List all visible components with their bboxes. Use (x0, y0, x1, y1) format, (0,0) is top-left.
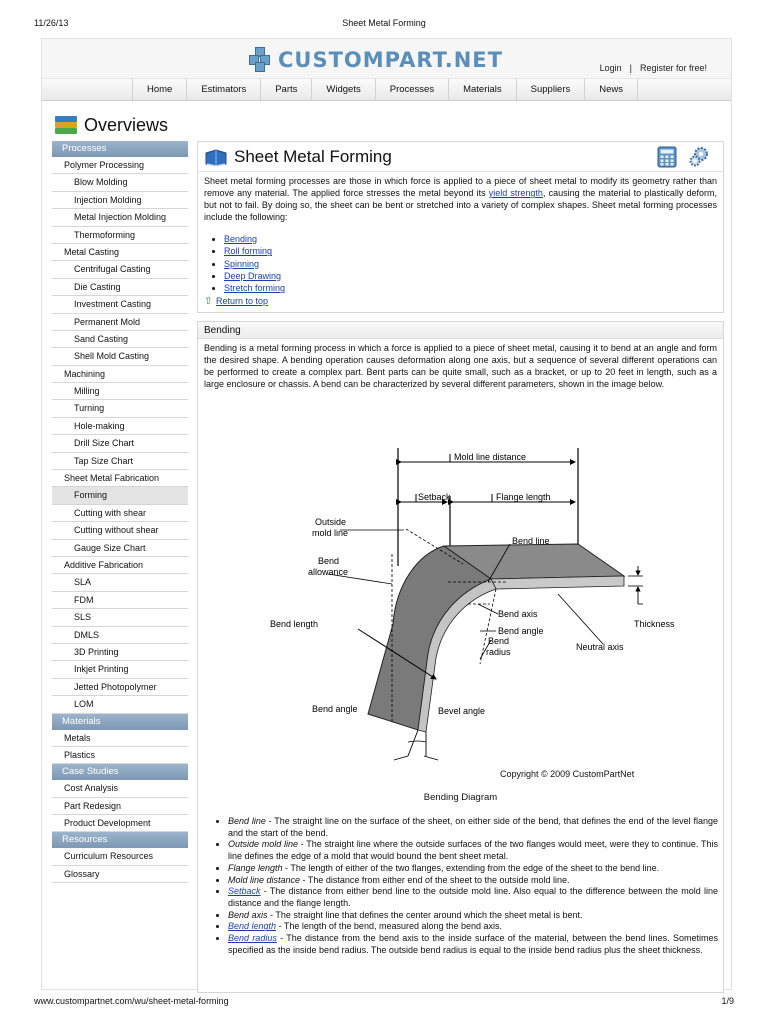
print-page-number: 1/9 (721, 996, 734, 1006)
definition-text: - The distance from the bend axis to the inside surface of the material, between the bend lines. Sometimes specified as the inside bend radius. The outside bend radius is equal to the inside bend radius plus the sheet thickness. (228, 933, 718, 955)
sidebar-item-metal-casting[interactable]: Metal Casting (52, 244, 188, 261)
label-bend-angle: Bend angle (498, 626, 544, 636)
nav-item-estimators[interactable]: Estimators (186, 79, 260, 101)
sidebar-item-curriculum-resources[interactable]: Curriculum Resources (52, 848, 188, 865)
toc-link-stretch-forming[interactable]: Stretch forming (224, 283, 286, 294)
sidebar-item-thermoforming[interactable]: Thermoforming (52, 227, 188, 244)
term-bend-radius[interactable]: Bend radius (228, 933, 277, 944)
toc-link-bending[interactable]: Bending (224, 234, 258, 244)
sidebar-item-sls[interactable]: SLS (52, 609, 188, 626)
sidebar-item-drill-size-chart[interactable]: Drill Size Chart (52, 435, 188, 452)
definition-text: - The length of the bend, measured along the bend axis. (276, 921, 503, 932)
label-mold-line-distance: Mold line distance (454, 452, 527, 462)
definition-text: - The distance from either bend line to the outside mold line. Also equal to the difference between the mold line distance and the flange length. (228, 886, 718, 908)
toc-item (224, 270, 723, 282)
nav-item-home[interactable]: Home (132, 79, 186, 101)
nav-item-materials[interactable]: Materials (448, 79, 516, 101)
sidebar-item-sand-casting[interactable]: Sand Casting (52, 331, 188, 348)
toc-item (224, 258, 723, 270)
sidebar-item-cost-analysis[interactable]: Cost Analysis (52, 780, 188, 797)
sidebar-item-dmls[interactable]: DMLS (52, 627, 188, 644)
toc-item (224, 282, 723, 294)
auth-separator: | (629, 63, 632, 73)
label-setback: Setback (418, 492, 451, 502)
up-arrow-icon: ⇧ (204, 295, 213, 307)
sidebar-item-tap-size-chart[interactable]: Tap Size Chart (52, 453, 188, 470)
print-date: 11/26/13 (34, 18, 69, 28)
sidebar (52, 141, 188, 883)
main-nav (42, 79, 731, 101)
bending-text: Bending is a metal forming process in which a force is applied to a piece of sheet metal, causing it to bend at an angle and form the desired shape. A bending operation causes deformation along one axis, but a sequence of several different operations can be performed to create a complex part. Bent parts can be quite small, such as a bracket, or up to 20 feet in length, such as a large enclosure or chassis. A bend can be characterized by several different parameters, shown in the image below. (204, 343, 717, 389)
term-bend-length[interactable]: Bend length (228, 921, 277, 932)
bending-diagram (258, 434, 678, 764)
calculator-icon[interactable] (656, 146, 678, 168)
sidebar-item-metal-injection-molding[interactable]: Metal Injection Molding (52, 209, 188, 226)
leader-bend-angle-bottom (394, 756, 408, 760)
definition-item (228, 886, 718, 909)
sidebar-item-additive-fabrication[interactable]: Additive Fabrication (52, 557, 188, 574)
toc-link-deep-drawing[interactable]: Deep Drawing (224, 270, 282, 281)
toc-list (224, 233, 723, 294)
sidebar-item-injection-molding[interactable]: Injection Molding (52, 192, 188, 209)
sidebar-item-jetted-photopolymer[interactable]: Jetted Photopolymer (52, 679, 188, 696)
label-bend-allowance-2: allowance (308, 567, 349, 577)
auth-links (596, 63, 711, 73)
sidebar-item-part-redesign[interactable]: Part Redesign (52, 798, 188, 815)
label-bend-line: Bend line (512, 536, 550, 546)
sidebar-item-milling[interactable]: Milling (52, 383, 188, 400)
definition-text: - The straight line on the surface of the sheet, on either side of the bend, that defines the end of the level flange and the start of the bend. (228, 816, 718, 838)
term-flange-length: Flange length (228, 862, 283, 873)
definition-text: - The length of either of the two flanges, extending from the edge of the sheet to the bend line. (282, 862, 660, 873)
definition-item (228, 933, 718, 956)
diagram-caption: Bending Diagram (423, 792, 498, 803)
definition-item (228, 839, 718, 862)
label-bend-length: Bend length (270, 619, 319, 629)
sidebar-item-metals[interactable]: Metals (52, 730, 188, 747)
intro-text-part-1: Sheet metal forming processes are those in which force is applied to a piece of sheet metal to modify its geometry rather than remove any material. The applied force stresses the metal beyond its (204, 176, 717, 198)
bending-panel (197, 321, 724, 993)
intro-text (198, 172, 723, 223)
sidebar-item-product-development[interactable]: Product Development (52, 815, 188, 832)
leader-bend-axis (478, 604, 498, 614)
site-logo[interactable] (248, 45, 503, 75)
sidebar-item-cutting-with-shear[interactable]: Cutting with shear (52, 505, 188, 522)
intro-panel (197, 141, 724, 313)
label-bend-axis: Bend axis (498, 609, 538, 619)
sidebar-item-glossary[interactable]: Glossary (52, 866, 188, 883)
intro-header (198, 142, 723, 172)
yield-strength-link[interactable]: yield strength (488, 188, 543, 198)
leader-bevel (424, 756, 438, 760)
label-bend-radius-2: radius (486, 647, 511, 657)
register-link[interactable]: Register for free! (639, 63, 707, 73)
term-bend-axis: Bend axis (228, 909, 268, 920)
bevel-arc (408, 741, 426, 742)
site-header (42, 39, 731, 79)
definition-item (228, 875, 718, 887)
print-header (34, 18, 734, 30)
overviews-heading (54, 113, 168, 137)
site-page (41, 38, 732, 990)
sidebar-item-fdm[interactable]: FDM (52, 592, 188, 609)
definition-text: - The straight line where the outside surfaces of the two flanges would meet, were they to continue. This line defines the edge of a mold that would bound the bent sheet metal. (228, 839, 718, 862)
intro-text-part-2: , causing the material to plastically deform, but not to fail. By doing so, the sheet can be bent or stretched into a variety of complex shapes. Sheet metal forming processes include the following: (204, 188, 717, 222)
page-title: Sheet Metal Forming (234, 147, 392, 166)
definition-item (228, 910, 718, 922)
sidebar-head-processes: Processes (52, 141, 188, 157)
sidebar-item-sheet-metal-fabrication[interactable]: Sheet Metal Fabrication (52, 470, 188, 487)
definition-text: - The straight line that defines the center around which the sheet metal is bent. (267, 909, 583, 920)
main-content (197, 141, 724, 993)
sidebar-item-permanent-mold[interactable]: Permanent Mold (52, 314, 188, 331)
sidebar-head-materials: Materials (52, 714, 188, 730)
print-url: www.custompartnet.com/wu/sheet-metal-forming (34, 996, 229, 1006)
gears-icon[interactable] (688, 146, 710, 168)
overviews-title: Overviews (84, 114, 169, 135)
sidebar-item-machining[interactable]: Machining (52, 366, 188, 383)
label-thickness: Thickness (634, 619, 675, 629)
sidebar-item-polymer-processing[interactable]: Polymer Processing (52, 157, 188, 174)
bending-header: Bending (198, 322, 723, 339)
sidebar-head-resources: Resources (52, 832, 188, 848)
logo-text: CUSTOMPART.NET (278, 48, 503, 72)
nav-item-news[interactable]: News (584, 79, 638, 101)
sidebar-item-hole-making[interactable]: Hole-making (52, 418, 188, 435)
login-link[interactable]: Login (599, 63, 622, 73)
label-bend-radius-1: Bend (488, 636, 510, 646)
toc-link-spinning[interactable]: Spinning (224, 258, 260, 269)
nav-item-processes[interactable]: Processes (375, 79, 448, 101)
book-icon (204, 149, 228, 167)
sidebar-item-shell-mold-casting[interactable]: Shell Mold Casting (52, 348, 188, 365)
nav-item-widgets[interactable]: Widgets (311, 79, 374, 101)
sidebar-item-inkjet-printing[interactable]: Inkjet Printing (52, 661, 188, 678)
sidebar-item-forming[interactable]: Forming (52, 487, 188, 504)
nav-item-parts[interactable]: Parts (260, 79, 311, 101)
return-to-top[interactable] (204, 296, 268, 306)
sidebar-item-3d-printing[interactable]: 3D Printing (52, 644, 188, 661)
sidebar-item-die-casting[interactable]: Die Casting (52, 279, 188, 296)
sidebar-item-lom[interactable]: LOM (52, 696, 188, 713)
term-outside-mold-line: Outside mold line (228, 839, 298, 850)
term-setback[interactable]: Setback (228, 886, 261, 897)
definition-item (228, 921, 718, 933)
definition-item (228, 816, 718, 839)
sidebar-head-case-studies: Case Studies (52, 764, 188, 780)
return-to-top-link[interactable]: Return to top (216, 296, 269, 306)
books-icon (54, 113, 78, 137)
term-mold-line-distance: Mold line distance (228, 874, 301, 885)
label-bevel-angle: Bevel angle (438, 706, 486, 716)
cubes-logo-icon (248, 47, 272, 73)
term-bend-line: Bend line (228, 816, 266, 826)
diagram-copyright: Copyright © 2009 CustomPartNet (500, 769, 635, 779)
label-flange-length: Flange length (496, 492, 551, 502)
toc-link-roll-forming[interactable]: Roll forming (224, 246, 273, 257)
neutral-axis-line (500, 592, 624, 594)
definition-item (228, 863, 718, 875)
label-neutral-axis: Neutral axis (576, 642, 624, 652)
sidebar-item-investment-casting[interactable]: Investment Casting (52, 296, 188, 313)
sidebar-item-turning[interactable]: Turning (52, 400, 188, 417)
label-outside-mold-1: Outside (315, 517, 347, 527)
toc-item (224, 233, 723, 245)
sidebar-item-centrifugal-casting[interactable]: Centrifugal Casting (52, 261, 188, 278)
sidebar-item-blow-molding[interactable]: Blow Molding (52, 174, 188, 191)
label-outside-mold-2: mold line (312, 528, 349, 538)
definition-text: - The distance from either end of the sheet to the outside mold line. (300, 874, 570, 885)
label-bend-allowance-1: Bend (318, 556, 340, 566)
definitions-list (218, 816, 718, 956)
leader-neutral-axis (558, 594, 603, 644)
nav-item-suppliers[interactable]: Suppliers (516, 79, 585, 101)
sidebar-item-plastics[interactable]: Plastics (52, 747, 188, 764)
sidebar-item-cutting-without-shear[interactable]: Cutting without shear (52, 522, 188, 539)
label-bend-angle-bottom: Bend angle (312, 704, 358, 714)
print-title: Sheet Metal Forming (342, 18, 426, 28)
bottom-edge-a (408, 730, 418, 756)
sidebar-item-sla[interactable]: SLA (52, 574, 188, 591)
toc-item (224, 245, 723, 257)
sidebar-item-gauge-size-chart[interactable]: Gauge Size Chart (52, 540, 188, 557)
